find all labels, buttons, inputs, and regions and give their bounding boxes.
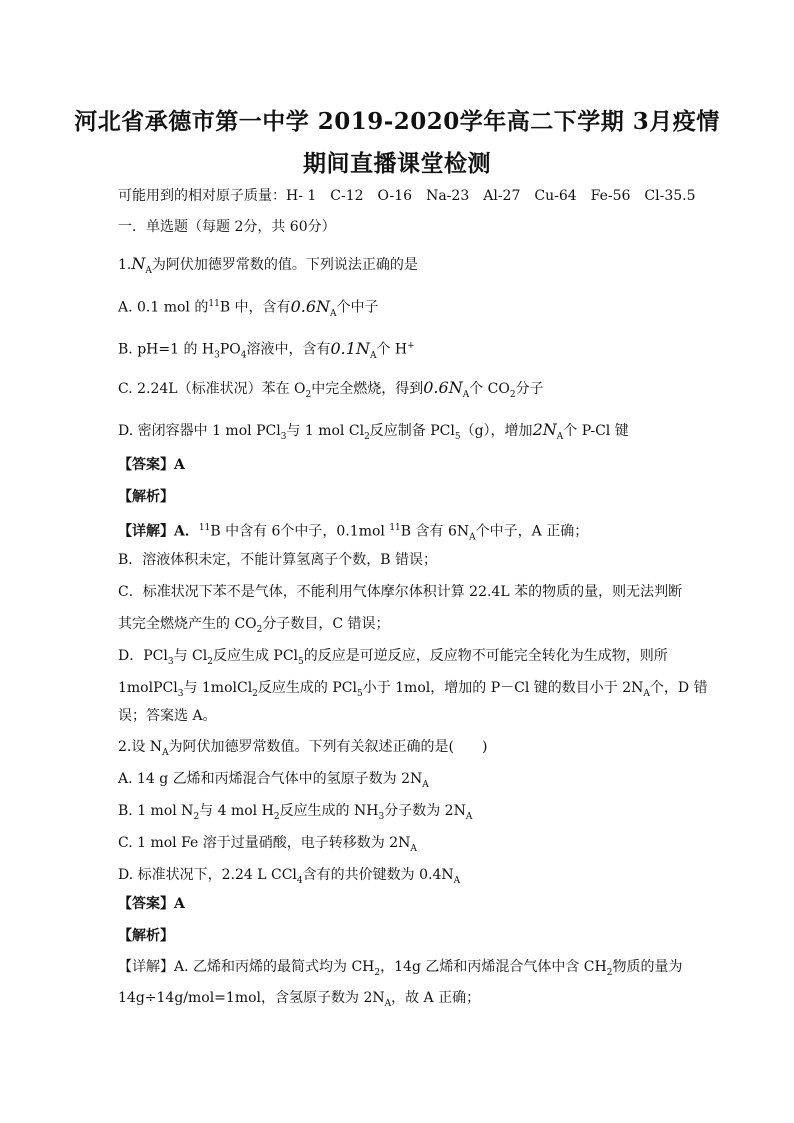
question-1-option-c: C. 2.24L（标准状况）苯在 $O_2$中完全燃烧，得到$0.6N_A$个 $CO_2$分子 <box>118 378 544 401</box>
question-1-detail-line-2: B．溶液体积未定，不能计算氢离子个数，B 错误； <box>118 552 438 568</box>
question-2-option-d: D. 标准状况下，2.24 L CCl$_4$含有的共价键数为 $0.4N_A$ <box>118 867 461 886</box>
question-1-answer: 【答案】A <box>118 457 185 473</box>
question-1-detail-line-1: 【详解】A．$^{11}$B 中含有 6个中子，0.1mol $^{11}$B 含有 $6N_A$个中子，A 正确； <box>118 523 589 543</box>
question-2-stem: 2.设 $N_A$为阿伏加德罗常数值。下列有关叙述正确的是( ) <box>118 739 488 758</box>
question-2-analysis-label: 【解析】 <box>118 928 174 944</box>
question-2-answer: 【答案】A <box>118 896 185 912</box>
question-1-stem: $1.N_A$为阿伏加德罗常数的值。下列说法正确的是 <box>118 254 418 277</box>
section-heading: 一．单选题（每题 2分，共 60分） <box>118 219 336 235</box>
na-symbol: $N_A$ <box>131 254 152 277</box>
question-1-option-b: B. pH=1 的 $H_3PO_4$溶液中，含有$0.1N_A$个 H+ <box>118 338 415 361</box>
atomic-mass-line: 可能用到的相对原子质量：H- 1 C-12 O-16 Na-23 Al-27 Cu-64 Fe-56 Cl-35.5 <box>118 188 696 204</box>
question-1-detail-line-4: 其完全燃烧产生的 $CO_2$分子数目，C 错误； <box>118 616 390 635</box>
question-2-option-c: C. 1 mol Fe 溶于过量硝酸，电子转移数为 $2N_A$ <box>118 835 417 854</box>
question-1-analysis-label: 【解析】 <box>118 489 174 505</box>
question-1-detail-line-7: 误；答案选 A。 <box>118 708 217 724</box>
title-line-2: 期间直播课堂检测 <box>303 150 491 177</box>
question-2-detail-line-2: 14g÷14g/mol=1mol，含氢原子数为 $2N_A$，故 A 正确； <box>118 990 481 1009</box>
question-1-detail-line-3: C．标准状况下苯不是气体，不能利用气体摩尔体积计算 22.4L 苯的物质的量，则无法判断 <box>118 584 683 600</box>
question-2-option-b: B. 1 mol $N_2$与 4 mol $H_2$反应生成的 $NH_3$分子数为 $2N_A$ <box>118 803 473 822</box>
title-line-1: 河北省承德市第一中学 2019-2020学年高二下学期 3月疫情 <box>74 108 720 135</box>
question-2-option-a: A. 14 g 乙烯和丙烯混合气体中的氢原子数为 $2N_A$ <box>118 771 429 790</box>
question-1-option-d: D. 密闭容器中 1 mol PCl$_3$与 1 mol $Cl_2$反应制备 PCl$_5$（g），增加$2N_A$个 P-Cl 键 <box>118 420 629 443</box>
question-2-detail-line-1: 【详解】A. 乙烯和丙烯的最简式均为 $CH_2$，14g 乙烯和丙烯混合气体中含 $CH_2$物质的量为 <box>118 959 683 978</box>
question-1-option-a: A. 0.1 mol 的$^{11}$B 中，含有$0.6N_A$个中子 <box>118 296 379 319</box>
question-1-detail-line-5: D．PCl$_3$与 $Cl_2$反应生成 PCl$_5$的反应是可逆反应，反应物不可能完全转化为生成物，则所 <box>118 648 668 667</box>
question-1-detail-line-6: 1molPCl$_3$与 1molCl$_2$反应生成的 PCl$_5$小于 1mol，增加的 P－Cl 键的数目小于 $2N_A$个，D 错 <box>118 680 708 699</box>
